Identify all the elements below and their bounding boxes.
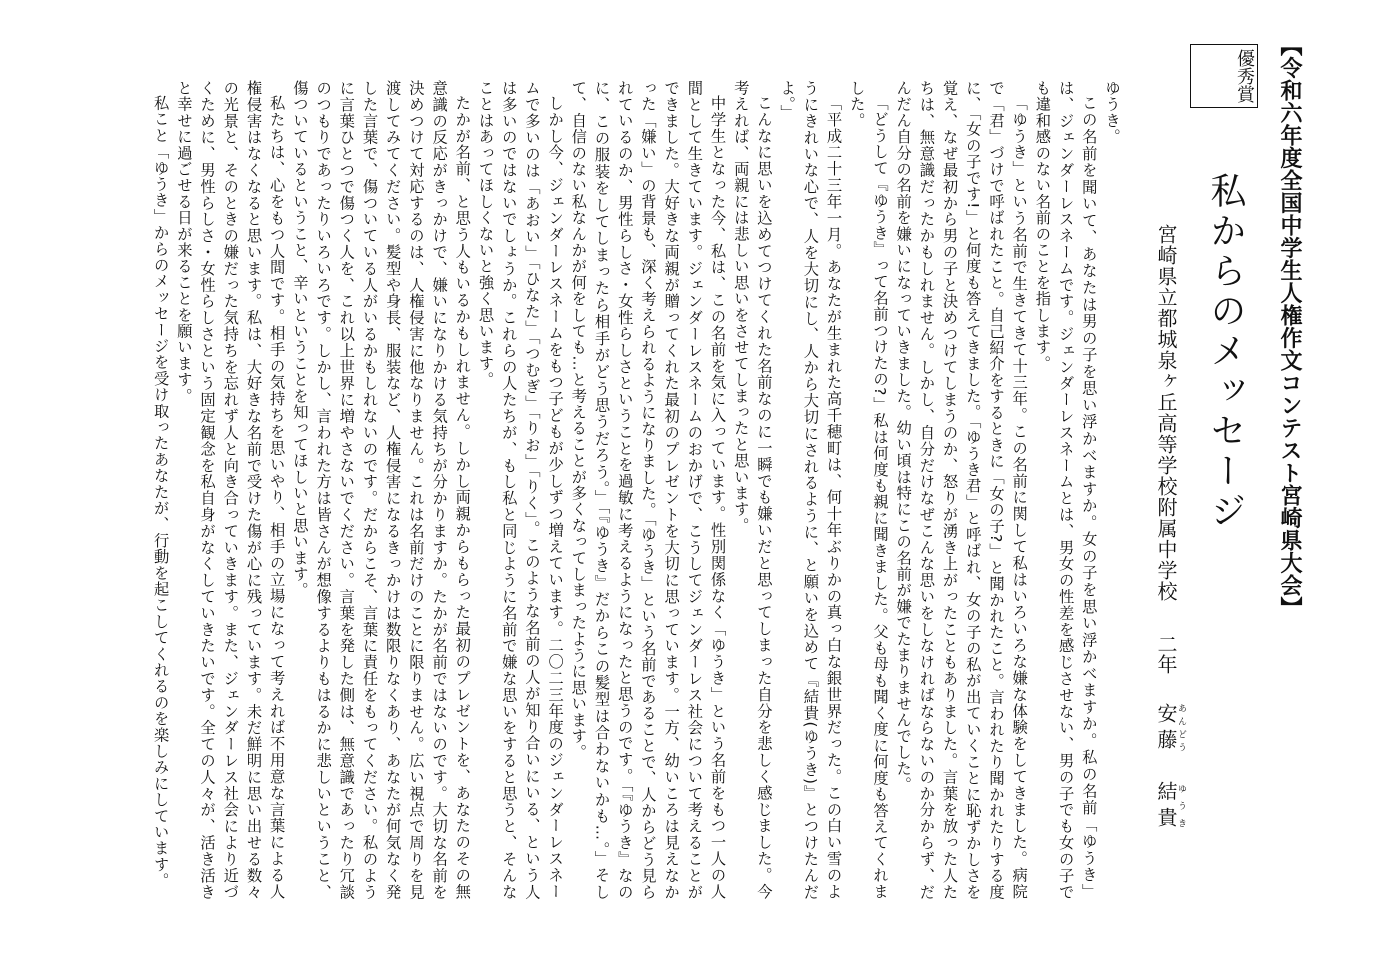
paragraph: 私たちは、心をもつ人間です。相手の気持ちを思いやり、相手の立場になって考えれば不用意な言葉による人権侵害はなくなると思います。私は、大好きな名前で受けた傷が心に残っています。未だ鮮明に思い出せる数々の光景と、そのときの嫌だった気持ちを忘れず人と向き合っていきます。また、ジェンダーレス社会により近づくために、男性らしさ・女性らしさという固定観念を私自身がなくしていきたいです。全ての人々が、活き活きと幸せに過ごせる日が来ることを願います。 [174, 80, 286, 900]
title-block [1190, 34, 1304, 950]
school-name: 宮崎県立都城泉ヶ丘高等学校附属中学校 [1154, 224, 1178, 602]
award-row [1190, 34, 1258, 950]
essay-body [76, 80, 1123, 900]
surname-reading: あんどう [1176, 702, 1186, 755]
given-name-reading: ゆうき [1176, 780, 1186, 833]
contest-title: 【令和六年度全国中学生人権作文コンテスト宮崎県大会】 [1277, 34, 1302, 619]
paragraph: 「平成二十三年一月。あなたが生まれた高千穂町は、何十年ぶりかの真っ白な銀世界だった。この白い雪のようにきれいな心で、人を大切にし、人から大切にされるように、と願いを込めて『結貴(ゆうき)』とつけたんだよ。」 [778, 80, 843, 900]
paragraph: 中学生となった今、私は、この名前を気に入っています。性別関係なく「ゆうき」という名前をもつ一人の人間として生きています。ジェンダーレスネームのおかげで、こうしてジェンダーレス社会について考えることができました。大好きな両親が贈ってくれた最初のプレゼントを大切に思っています。一方、幼いころは見えなかった「嫌い」の背景も、深く考えられるようになりました。「ゆうき」という名前であることで、人からどう見られているのか、男性らしさ・女性らしさということを過敏に考えるようになったと思うのです。「『ゆうき』なのに、この服装をしてしまったら相手がどう思うだろう。」「『ゆうき』だからこの髪型は合わないかも…。」そして、自信のない私なんかが何をしても…と考えることが多くなってしまったように思います。 [569, 80, 727, 900]
grade: 二年 [1154, 634, 1178, 675]
author-block [1151, 224, 1186, 833]
author-given-name: 結貴ゆうき [1154, 780, 1186, 833]
paragraph: 「ゆうき」という名前で生きてきて十三年。この名前に関して私はいろいろな嫌な体験をしてきました。病院で「君」づけで呼ばれたこと。自己紹介をするときに「女の子?」と聞かれたこと。言われたり聞かれたりする度に、「女の子です!」と何度も答えてきました。「ゆうき君」と呼ばれ、女の子の私が出ていくことに恥ずかしさを覚え、なぜ最初から男の子と決めつけてしまうのか、怒りが湧き上がったこともありました。言葉を放った人たちは、無意識だったかもしれません。しかし、自分だけなぜこんな思いをしなければならないのか分からず、だんだん自分の名前を嫌いになっていきました。幼い頃は特にこの名前が嫌でたまりませんでした。 [894, 80, 1029, 900]
paragraph: 「どうして『ゆうき』って名前つけたの?」私は何度も親に聞きました。父も母も聞く度に何度も答えてくれました。 [847, 80, 889, 900]
paragraph: こんなに思いを込めてつけてくれた名前なのに一瞬でも嫌いだと思ってしまった自分を悲しく感じました。今考えれば、両親には悲しい思いをさせてしまったと思います。 [731, 80, 773, 900]
paragraph: たかが名前、と思う人もいるかもしれません。しかし両親からもらった最初のプレゼントを、あなたのその無意識の反応がきっかけで、嫌いになりかける気持ちが分かりますか。たかが名前ではないのです。大切な名前を決めつけて対応するのは、人権侵害に他なりません。これは名前だけのことに限りません。広い視点で周りを見渡してみてください。髪型や身長、服装など、人権侵害になるきっかけは数限りなくあり、あなたが何気なく発した言葉で、傷ついている人がいるかもしれないのです。だからこそ、言葉に責任をもってください。私のように言葉ひとつで傷つく人を、これ以上世界に増やさないでください。言葉を発した側は、無意識であったり冗談のつもりであったりいろいろです。しかし、言われた方は皆さんが想像するよりもはるかに悲しいということ、傷ついているということ、辛いということを知ってほしいと思います。 [290, 80, 472, 900]
paragraph: 私こと「ゆうき」からのメッセージを受け取ったあなたが、行動を起こしてくれるのを楽しみにしています。 [151, 95, 170, 890]
author-surname: 安藤あんどう [1154, 702, 1186, 755]
award-badge: 優秀賞 [1190, 44, 1258, 108]
paragraph: この名前を聞いて、あなたは男の子を思い浮かべますか。女の子を思い浮かべますか。私の名前「ゆうき」は、ジェンダーレスネームです。ジェンダーレスネームとは、男女の性差を感じさせない、男の子でも女の子でも違和感のない名前のことを指します。 [1033, 80, 1098, 900]
author-name [1154, 702, 1186, 833]
paragraph: しかし今、ジェンダーレスネームをもつ子どもが少しずつ増えています。二〇二三年度のジェンダーレスネームで多いのは「あおい」「ひなた」「つむぎ」「りお」「りく」。このような名前の人が知り合いにいる、という人は多いのではないでしょうか。これらの人たちが、もし私と同じように名前で嫌な思いをすると思うと、そんなことはあってほしくないと強く思います。 [476, 80, 565, 900]
essay-title: 私からのメッセージ [1205, 172, 1246, 532]
paragraph: ゆうき。 [1103, 80, 1121, 145]
